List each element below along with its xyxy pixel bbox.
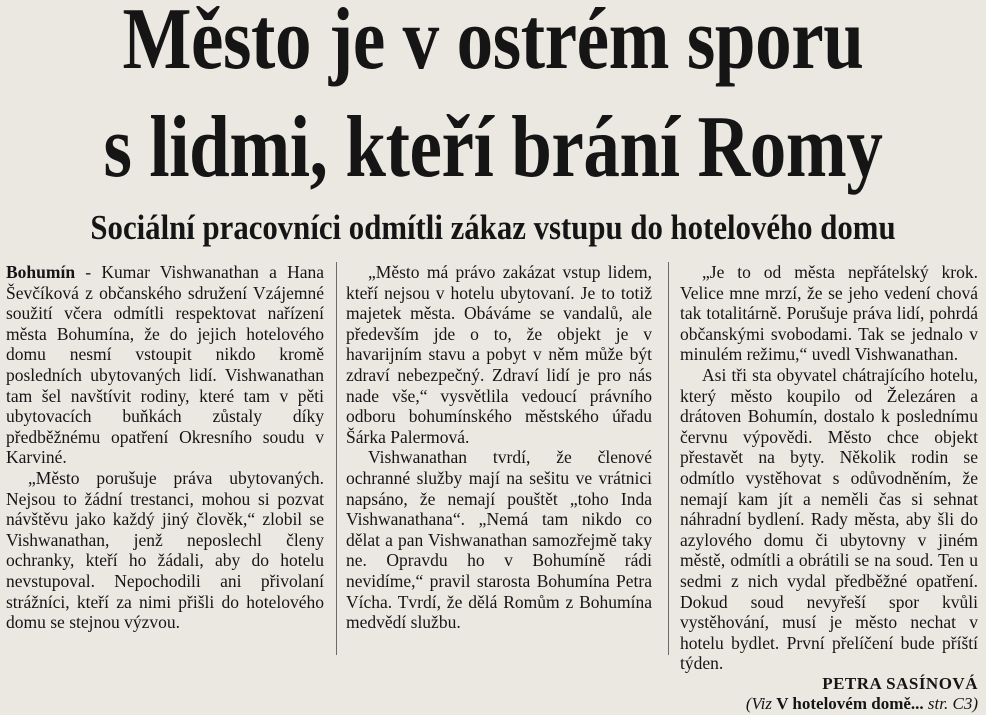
column-divider: [336, 262, 337, 655]
article-paragraph: Asi tři sta obyvatel chátrajícího hotelu, který město koupilo od Železáren a drátoven Bohumín, dostalo k poslednímu červnu výpovědi. Město chce objekt přestavět na byty. Několik rodin se odmítlo vystěhovat s odůvodněním, že nemají kam jít a neměli čas si sehnat náhradní bydlení. Rady města, aby šli do azylového domu či ubytovny v jiném městě, odmítli a obrátili se na soud. Ten u sedmi z nich vydal předběžné opatření. Dokud soud nevyřeší spor kvůli vystěhování, musí je město nechat v hotelu bydlet. První přelíčení bude příští týden.: [680, 364, 978, 674]
article-paragraph: Vishwanathan tvrdí, že členové ochranné služby mají na sešitu ve vrátnici napsáno, že nemají pouštět „toho Inda Vishwanathana“. „Nemá tam nikdo co dělat a pan Vishwanathan samozřejmě taky ne. Opravdu ho v Bohumíně rádi nevidíme,“ pravil starosta Bohumína Petra Vícha. Tvrdí, že dělá Romům z Bohumína medvědí službu.: [346, 447, 652, 633]
cross-reference-title: V hotelovém domě...: [776, 694, 924, 714]
author-byline: PETRA SASÍNOVÁ: [822, 673, 978, 693]
article-paragraph: „Město porušuje práva ubytovaných. Nejsou to žádní trestanci, mohou si pozvat návštěvu jako každý jiný člověk,“ zlobil se Vishwanathan, jenž neposlechl členy ochranky, kteří ho žádali, aby do hotelu nevstupoval. Nepochodili ani přivolaní strážníci, kteří za nimi přišli do hotelového domu se stejnou výzvou.: [6, 467, 324, 633]
subheadline: Sociální pracovníci odmítli zákaz vstupu do hotelového domu: [90, 208, 896, 247]
headline-line-2: s lidmi, kteří brání Romy: [103, 99, 883, 196]
cross-reference-open: (Viz: [745, 694, 777, 714]
dateline: Bohumín: [6, 262, 76, 282]
article-column-1: [6, 262, 324, 633]
article-paragraph: [6, 262, 324, 468]
article-column-2: [346, 262, 652, 633]
article-paragraph: „Město má právo zakázat vstup lidem, kteří nejsou v hotelu ubytovaní. Je to totiž majetek města. Obáváme se vandalů, ale především jde o to, že objekt je v havarijním stavu a pobyt v něm může být zdraví nebezpečný. Zdraví lidí je pro nás nade vše,“ vysvětlila vedoucí právního odboru bohumínského městského úřadu Šárka Palermová.: [346, 262, 652, 447]
column-divider: [668, 262, 669, 655]
article-paragraph: „Je to od města nepřátelský krok. Velice mne mrzí, že se jeho vedení chová tak totalitárně. Porušuje práva lidí, pohrdá občanskými svobodami. Tak se jednalo v minulém režimu,“ uvedl Vishwanathan.: [680, 262, 978, 365]
paragraph-text: - Kumar Vishwanathan a Hana Ševčíková z občanského sdružení Vzájemné soužití včera odmítli respektovat nařízení města Bohumína, že do jejich hotelového domu nesmí vstoupit nikdo kromě posledních ubytovaných lidí. Vishwanathan tam šel navštívit rodiny, které tam v pěti ubytovacích buňkách zůstaly díky předběžnému opatření Okresního soudu v Karviné.: [6, 262, 324, 468]
cross-reference-page: str. C3): [923, 694, 978, 714]
article-column-3: [680, 262, 978, 715]
headline-line-1: Město je v ostrém sporu: [122, 0, 864, 88]
cross-reference: [680, 694, 978, 715]
